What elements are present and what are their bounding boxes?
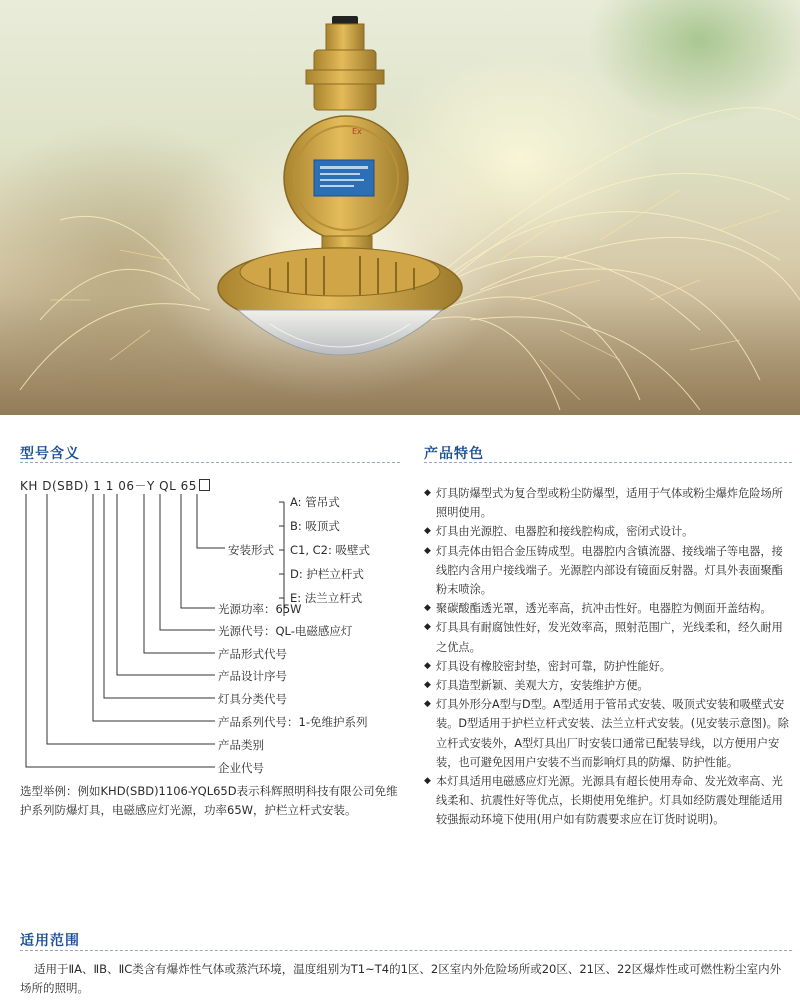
- feature-text: 灯具由光源腔、电器腔和接线腔构成，密闭式设计。: [436, 525, 694, 539]
- scope-title: 适用范围: [20, 933, 80, 949]
- feature-text: 灯具壳体由铝合金压铸成型。电器腔内含镇流器、接线端子等电器，接线腔内含用户接线端子。光源腔内部设有镜面反射器。灯具外表面聚酯粉末喷涂。: [436, 544, 783, 597]
- feature-item: [424, 618, 792, 656]
- code-part-sbd: (SBD): [51, 479, 89, 493]
- feature-list: [424, 484, 792, 830]
- model-meaning-title: 型号含义: [20, 446, 80, 462]
- mounting-option-a: A: 管吊式: [290, 495, 340, 509]
- feature-item: [424, 484, 792, 522]
- feature-item: [424, 657, 792, 676]
- bullet-icon: ◆: [424, 680, 431, 691]
- bullet-icon: ◆: [424, 545, 431, 556]
- code-part-class: 1: [105, 479, 114, 493]
- legend-class: 灯具分类代号: [218, 692, 287, 706]
- scope-text: 适用于ⅡA、ⅡB、ⅡC类含有爆炸性气体或蒸汽环境，温度组别为T1~T4的1区、2区室内外危险场所或20区、21区、22区爆炸性或可燃性粉尘室内外场所的照明。: [20, 962, 782, 995]
- code-part-form: Y: [147, 479, 155, 493]
- feature-text: 灯具具有耐腐蚀性好，发光效率高，照射范围广，光线柔和，经久耐用之优点。: [436, 621, 783, 654]
- mounting-option-e: E: 法兰立杆式: [290, 591, 363, 605]
- feature-item: [424, 772, 792, 830]
- legend-category: 产品类别: [218, 738, 264, 752]
- bullet-icon: ◆: [424, 660, 431, 671]
- mounting-option-c: C1, C2: 吸壁式: [290, 543, 371, 557]
- bullet-icon: ◆: [424, 776, 431, 787]
- bullet-icon: ◆: [424, 622, 431, 633]
- code-part-series: 1: [93, 479, 102, 493]
- legend-design: 产品设计序号: [218, 669, 287, 683]
- features-title: 产品特色: [424, 446, 484, 462]
- features-rule: [424, 462, 792, 463]
- feature-text: 灯具外形分A型与D型。A型适用于管吊式安装、吸顶式安装和吸壁式安装。D型适用于护栏立杆式安装、法兰立杆式安装。(见安装示意图)。除立杆式安装外，A型灯具出厂时安装口通常已配装导线，以方便用户安装，也可避免因用户安装不当而影响灯具的防爆、防护性能。: [436, 698, 789, 769]
- model-meaning-rule: [20, 462, 400, 463]
- ex-mark: Ex: [352, 127, 362, 136]
- selection-example: 选型举例：例如KHD(SBD)1106-YQL65D表示科辉照明科技有限公司免维护系列防爆灯具，电磁感应灯光源，功率65W，护栏立杆式安装。: [20, 784, 398, 817]
- bullet-icon: ◆: [424, 699, 431, 710]
- feature-text: 本灯具适用电磁感应灯光源。光源具有超长使用寿命、发光效率高、光线柔和、抗震性好等优点，长期使用免维护。灯具如经防震处理能适用较强振动环境下使用(用户如有防震要求应在订货时说明)。: [436, 775, 783, 827]
- legend-source: 光源代号：QL-电磁感应灯: [218, 624, 353, 638]
- feature-text: 聚碳酸酯透光罩，透光率高，抗冲击性好。电器腔为侧面开盖结构。: [436, 602, 772, 616]
- scope-rule: [20, 950, 792, 951]
- explosion-proof-lamp-photo: [210, 10, 470, 370]
- code-part-power: 65: [180, 479, 197, 493]
- bullet-icon: ◆: [424, 526, 431, 537]
- bullet-icon: ◆: [424, 488, 431, 498]
- feature-text: 灯具设有橡胶密封垫，密封可靠，防护性能好。: [436, 659, 671, 673]
- feature-text: 灯具防爆型式为复合型或粉尘防爆型，适用于气体或粉尘爆炸危险场所照明使用。: [436, 487, 783, 520]
- legend-company: 企业代号: [218, 761, 264, 775]
- feature-item: [424, 599, 792, 618]
- code-part-d: D: [42, 479, 52, 493]
- hero-photo: [0, 0, 800, 415]
- code-part-kh: KH: [20, 479, 38, 493]
- legend-power: 光源功率：65W: [218, 602, 302, 616]
- feature-item: [424, 522, 792, 541]
- mounting-option-d: D: 护栏立杆式: [290, 567, 364, 581]
- code-part-design: 06: [118, 479, 135, 493]
- mounting-form-label: 安装形式: [228, 543, 274, 557]
- feature-text: 灯具造型新颖、美观大方，安装维护方便。: [436, 679, 649, 693]
- feature-item: [424, 676, 792, 695]
- code-part-dash: －: [134, 479, 147, 493]
- code-part-source: QL: [159, 479, 177, 493]
- feature-item: [424, 695, 792, 772]
- bullet-icon: ◆: [424, 603, 431, 614]
- mounting-option-b: B: 吸顶式: [290, 519, 340, 533]
- legend-series: 产品系列代号：1-免维护系列: [218, 715, 368, 729]
- legend-form: 产品形式代号: [218, 647, 287, 661]
- feature-item: [424, 542, 792, 600]
